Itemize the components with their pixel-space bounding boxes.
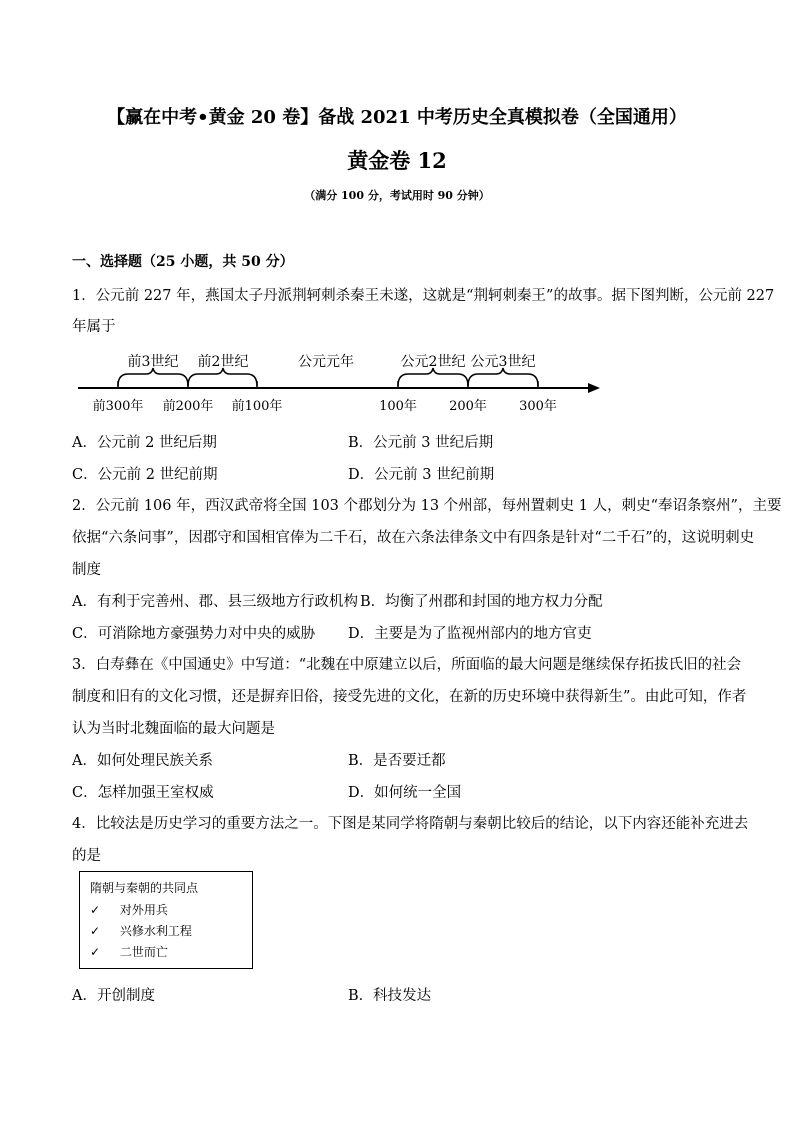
check-icon: ✓ [90, 945, 101, 959]
q1-option-d[interactable]: D．公元前 3 世纪前期 [348, 467, 495, 483]
q3-stem-line3: 认为当时北魏面临的最大问题是 [72, 721, 275, 737]
period-label: 公元3世纪 [470, 354, 536, 370]
tick-label: 100年 [379, 399, 417, 414]
check-icon: ✓ [90, 924, 101, 938]
comparison-item [90, 943, 168, 960]
paper-header-title: 【赢在中考•黄金 20 卷】备战 2021 中考历史全真模拟卷（全国通用） [107, 107, 687, 128]
q1-option-a[interactable]: A．公元前 2 世纪后期 [72, 435, 217, 451]
tick-label: 前200年 [162, 399, 214, 414]
q4-option-b[interactable]: B．科技发达 [348, 988, 432, 1004]
comparison-box [79, 871, 253, 969]
q1-stem-line2: 年属于 [72, 319, 116, 335]
section-heading: 一、选择题（25 小题，共 50 分） [72, 254, 294, 270]
brace-ad2 [398, 368, 468, 386]
q2-stem-line1: 2．公元前 106 年，西汉武帝将全国 103 个郡划分为 13 个州部，每州置刺史 1 人，刺史“奉诏条察州”，主要 [72, 498, 782, 514]
tick-label: 前100年 [231, 399, 283, 414]
tick-label: 前300年 [92, 399, 144, 414]
q1-option-b[interactable]: B．公元前 3 世纪后期 [348, 435, 494, 451]
comparison-item [90, 922, 192, 939]
q2-option-a[interactable]: A．有利于完善州、郡、县三级地方行政机构 [72, 594, 358, 610]
comparison-item-label: 兴修水利工程 [119, 924, 192, 938]
q3-option-b[interactable]: B．是否要迁都 [348, 753, 446, 769]
q2-option-c[interactable]: C．可消除地方豪强势力对中央的威胁 [72, 626, 316, 642]
q4-option-a[interactable]: A．开创制度 [72, 988, 155, 1004]
period-label: 公元元年 [298, 354, 354, 370]
timeline-figure [72, 348, 612, 418]
comparison-box-title: 隋朝与秦朝的共同点 [90, 881, 199, 895]
brace-ad3 [468, 368, 538, 386]
period-label: 前2世纪 [197, 354, 249, 370]
q3-option-d[interactable]: D．如何统一全国 [348, 785, 462, 801]
q3-stem-line2: 制度和旧有的文化习惯，还是摒弃旧俗，接受先进的文化，在新的历史环境中获得新生”。由此可知，作者 [72, 689, 747, 705]
period-label: 公元2世纪 [400, 354, 466, 370]
timeline-svg [72, 348, 612, 418]
comparison-item [90, 901, 168, 918]
paper-subtitle: 黄金卷 12 [347, 148, 447, 173]
q2-stem-line3: 制度 [72, 562, 101, 578]
q3-option-a[interactable]: A．如何处理民族关系 [72, 753, 213, 769]
q2-option-d[interactable]: D．主要是为了监视州部内的地方官吏 [348, 626, 592, 642]
brace-bc2 [188, 368, 257, 386]
tick-label: 200年 [449, 399, 487, 414]
comparison-item-label: 二世而亡 [119, 945, 168, 959]
q2-stem-line2: 依据“六条问事”，因郡守和国相官俸为二千石，故在六条法律条文中有四条是针对“二千石”的，这说明刺史 [72, 530, 755, 546]
period-label: 前3世纪 [127, 354, 179, 370]
q4-stem-line1: 4．比较法是历史学习的重要方法之一。下图是某同学将隋朝与秦朝比较后的结论，以下内容还能补充进去 [72, 816, 749, 832]
q3-option-c[interactable]: C．怎样加强王室权威 [72, 785, 214, 801]
q2-option-b[interactable]: B．均衡了州郡和封国的地方权力分配 [360, 594, 603, 610]
timeline-arrow [588, 383, 600, 393]
brace-bc3 [118, 368, 188, 386]
q3-stem-line1: 3．白寿彝在《中国通史》中写道：“北魏在中原建立以后，所面临的最大问题是继续保存拓拔氏旧的社会 [72, 657, 742, 673]
exam-note: （满分 100 分，考试用时 90 分钟） [304, 189, 490, 202]
q4-stem-line2: 的是 [72, 848, 101, 864]
comparison-item-label: 对外用兵 [119, 903, 168, 917]
check-icon: ✓ [90, 903, 101, 917]
tick-label: 300年 [519, 399, 557, 414]
q1-stem-line1: 1．公元前 227 年，燕国太子丹派荆轲刺杀秦王未遂，这就是“荆轲刺秦王”的故事。据下图判断，公元前 227 [72, 288, 775, 304]
q1-option-c[interactable]: C．公元前 2 世纪前期 [72, 467, 218, 483]
